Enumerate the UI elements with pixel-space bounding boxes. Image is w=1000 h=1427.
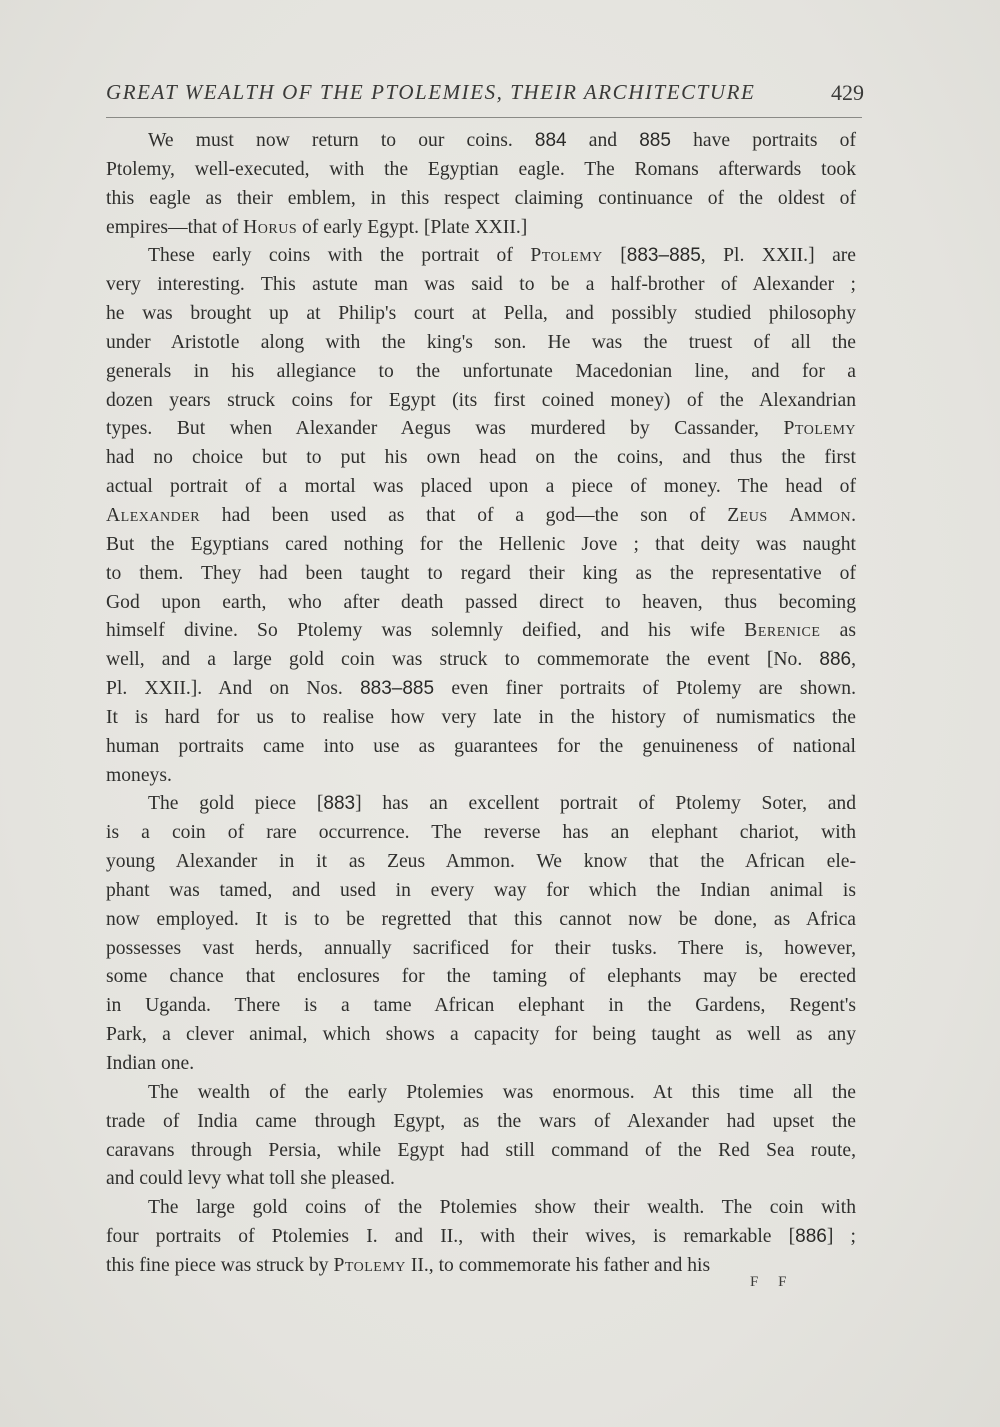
- text-line: some chance that enclosures for the taming of elephants may be erected: [106, 966, 856, 988]
- text-line: Pl. XXII.]. And on Nos. 883–885 even finer portraits of Ptolemy are shown.: [106, 678, 856, 700]
- header-rule: [106, 117, 862, 118]
- text-line: he was brought up at Philip's court at Pella, and possibly studied philosophy: [106, 303, 856, 325]
- small-caps-name: Ammon: [789, 504, 852, 526]
- text-line: caravans through Persia, while Egypt had still command of the Red Sea route,: [106, 1139, 856, 1161]
- text-line: is a coin of rare occurrence. The reverse has an elephant chariot, with: [106, 822, 856, 844]
- paragraph: [106, 242, 856, 790]
- small-caps-name: Horus: [243, 216, 298, 238]
- text-line: Alexander had been used as that of a god—the son of Zeus Ammon.: [106, 504, 856, 526]
- text-line: in Uganda. There is a tame African elephant in the Gardens, Regent's: [106, 995, 856, 1017]
- running-head: [106, 80, 862, 114]
- coin-number: 885: [639, 130, 671, 151]
- text-line: generals in his allegiance to the unfortunate Macedonian line, and for a: [106, 360, 856, 382]
- text-line: These early coins with the portrait of Ptolemy [883–885, Pl. XXII.] are: [148, 245, 856, 267]
- text-line: and could levy what toll she pleased.: [106, 1168, 395, 1190]
- small-caps-name: Berenice: [744, 620, 821, 642]
- text-line: possesses vast herds, annually sacrificed for their tusks. There is, however,: [106, 937, 856, 959]
- coin-number: 884: [534, 130, 567, 151]
- paragraph: [106, 1079, 856, 1194]
- text-line: The gold piece [883] has an excellent portrait of Ptolemy Soter, and: [148, 793, 857, 815]
- small-caps-name: Ptolemy: [530, 245, 603, 267]
- text-line: The large gold coins of the Ptolemies show their wealth. The coin with: [148, 1197, 856, 1219]
- text-line: dozen years struck coins for Egypt (its first coined money) of the Alexandrian: [106, 389, 856, 411]
- text-line: this eagle as their emblem, in this respect claiming continuance of the oldest of: [106, 187, 856, 209]
- small-caps-name: Alexander: [106, 504, 201, 526]
- small-caps-name: Ptolemy: [333, 1254, 406, 1276]
- text-line: well, and a large gold coin was struck to commemorate the event [No. 886,: [106, 649, 856, 671]
- text-line: phant was tamed, and used in every way for which the Indian animal is: [106, 879, 856, 901]
- signature-mark: F F: [750, 1274, 795, 1290]
- text-line: young Alexander in it as Zeus Ammon. We know that the African ele-: [106, 851, 856, 873]
- coin-number: 883–885: [360, 678, 435, 700]
- coin-number: 883–885: [626, 245, 701, 267]
- text-line: The wealth of the early Ptolemies was enormous. At this time all the: [148, 1081, 856, 1103]
- text-line: human portraits came into use as guarantees for the genuineness of national: [106, 735, 856, 757]
- text-line: very interesting. This astute man was said to be a half-brother of Alexander ;: [106, 274, 856, 296]
- text-line: actual portrait of a mortal was placed upon a piece of money. The head of: [106, 476, 856, 498]
- text-line: But the Egyptians cared nothing for the Hellenic Jove ; that deity was naught: [106, 533, 856, 555]
- text-line: Park, a clever animal, which shows a capacity for being taught as well as any: [106, 1024, 856, 1046]
- paragraph: [106, 790, 856, 1078]
- small-caps-name: Ptolemy: [783, 418, 856, 440]
- text-line: It is hard for us to realise how very late in the history of numismatics the: [106, 706, 856, 728]
- text-line: now employed. It is to be regretted that this cannot now be done, as Africa: [106, 908, 856, 930]
- paragraph: [106, 127, 856, 242]
- text-line: We must now return to our coins. 884 and 885 have portraits of: [148, 130, 856, 151]
- text-line: God upon earth, who after death passed direct to heaven, thus becoming: [106, 591, 856, 613]
- paragraph: [106, 1194, 856, 1281]
- text-line: types. But when Alexander Aegus was murdered by Cassander, Ptolemy: [106, 418, 856, 440]
- text-line: under Aristotle along with the king's son. He was the truest of all the: [106, 331, 856, 353]
- text-line: had no choice but to put his own head on the coins, and thus the first: [106, 447, 856, 469]
- coin-number: 886: [795, 1226, 827, 1248]
- text-line: this fine piece was struck by Ptolemy II., to commemorate his father and his: [106, 1254, 711, 1276]
- coin-number: 886: [819, 649, 852, 671]
- small-caps-name: Zeus: [727, 504, 768, 526]
- page-number: 429: [831, 80, 864, 105]
- text-line: trade of India came through Egypt, as the wars of Alexander had upset the: [106, 1110, 856, 1132]
- text-line: to them. They had been taught to regard their king as the representative of: [106, 562, 856, 584]
- text-line: four portraits of Ptolemies I. and II., with their wives, is remarkable [886] ;: [106, 1226, 856, 1248]
- text-line: Ptolemy, well-executed, with the Egyptian eagle. The Romans afterwards took: [106, 158, 856, 180]
- coin-number: 883: [323, 793, 356, 815]
- running-title: GREAT WEALTH OF THE PTOLEMIES, THEIR ARCHITECTURE: [106, 80, 756, 104]
- text-line: empires—that of Horus of early Egypt. [Plate XXII.]: [106, 216, 528, 238]
- text-line: Indian one.: [106, 1053, 195, 1074]
- text-line: moneys.: [106, 764, 172, 786]
- body-text: [106, 127, 856, 1281]
- text-line: himself divine. So Ptolemy was solemnly deified, and his wife Berenice as: [106, 620, 856, 642]
